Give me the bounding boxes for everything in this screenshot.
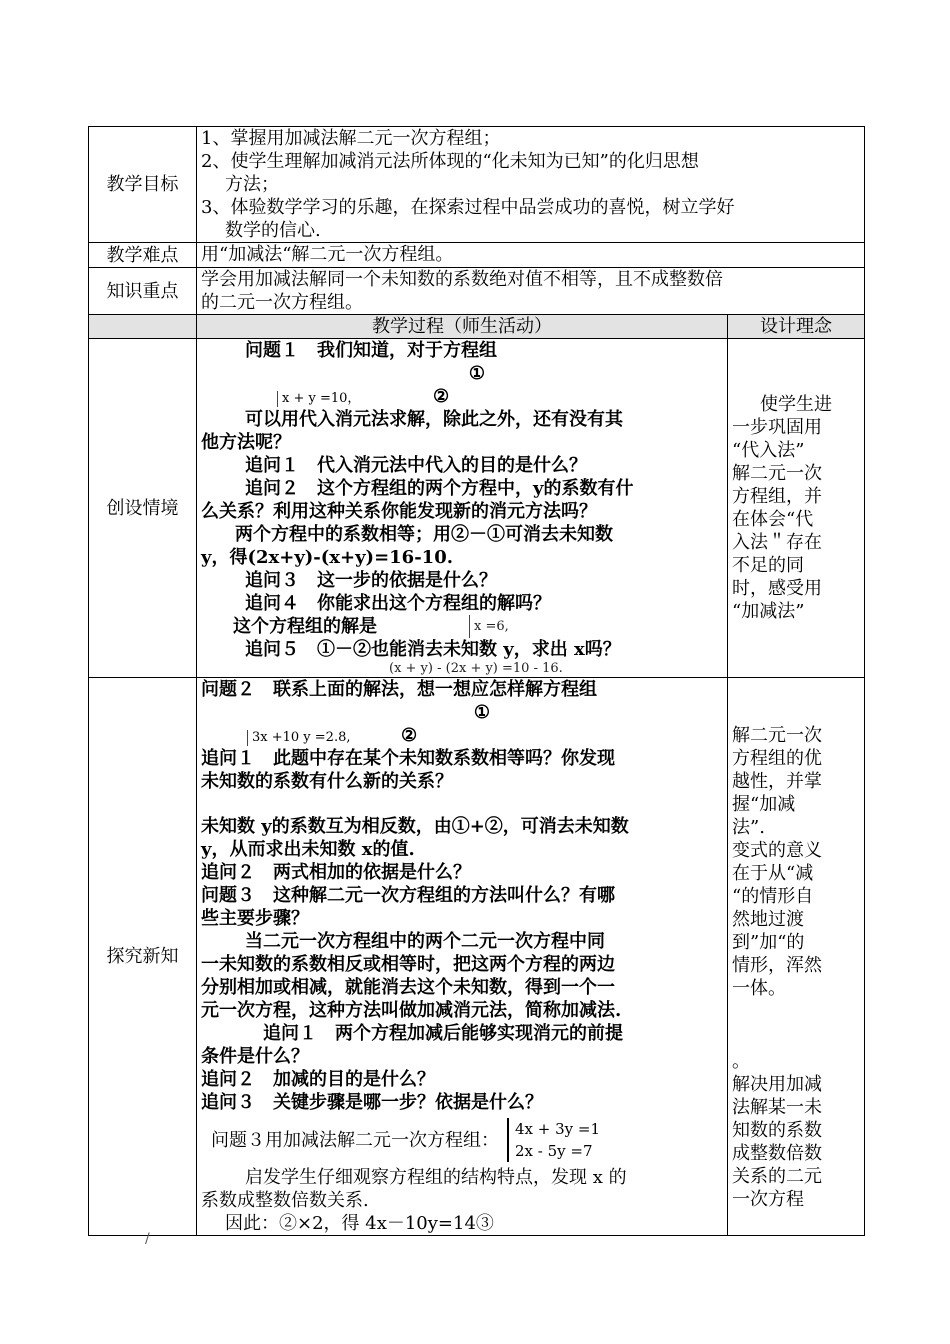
key-points-label: 知识重点 <box>89 268 197 315</box>
equation-system-2: 3x +10 y =2.8, <box>247 730 350 746</box>
explore-concept: 解二元一次 方程组的优 越性，并掌 握“加减 法”. 变式的意义 在于从“减 “的情形自 然地过渡 到”加“的 情形，浑然 一体。 。 解决用加减 法解某一未 知数的系数 成整数倍数 关系的二元 一次方程 <box>728 678 865 1236</box>
explore-content: 问题２ 联系上面的解法，想一想应怎样解方程组 ① 3x +10 y =2.8, ② 追问１ 此题中存在某个未知数系数相等吗？你发现 未知数的系数有什么新的关系？ 未知数 y的系数互为相反数，由①+②，可消去未知数 y，从而求出未知数 x的值. 追问２ 两式相加的依据是什么？ 问题３ 这种解二元一次方程组的方法叫什么？有哪 些主要步骤？ 当二元一次方程组中的两个二元一次方程中同 一未知数的系数相反或相等时，把这两个方程的两边 分别相加或相减，就能消去这个未知数，得到一个一 元一次方程，这种方法叫做加减消元法，简称加减法. 追问１ 两个方程加减后能够实现消元的前提 条件是什么？ 追问２ 加减的目的是什么？ 追问３ 关键步骤是哪一步？依据是什么？ 问题３用加减法解二元一次方程组： 4x + 3y =1 2x - 5y =7 启发学生仔细观察方程组的结构特点，发现 x 的 系数成整数倍数关系. 因此：②×2，得 4x－10y=14③ <box>197 678 728 1236</box>
footer-mark: / <box>145 1231 150 1247</box>
scenario-label: 创设情境 <box>89 339 197 678</box>
goal-item: 1、掌握用加减法解二元一次方程组； <box>201 128 501 149</box>
header-concept: 设计理念 <box>728 315 865 339</box>
subtraction-equation: (x + y) - (2x + y) =10 - 16. <box>389 661 563 676</box>
row-key-points <box>89 268 865 315</box>
equation-system-1: x + y =10， <box>277 391 360 407</box>
solution-equation: x =6, <box>469 615 509 638</box>
goals-content <box>197 127 865 243</box>
equation-system-3: 4x + 3y =1 2x - 5y =7 <box>507 1118 600 1162</box>
scenario-content: 问题１ 我们知道，对于方程组 ① x + y =10， ② 可以用代入消元法求解，除此之外，还有没有其 他方法呢？ 追问１ 代入消元法中代入的目的是什么？ 追问２ 这个方程组的两个方程中，y的系数有什 么关系？利用这种关系你能发现新的消元方法吗？ 两个方程中的系数相等；用②－①可消去未知数 y，得(2x+y)-(x+y)=16-10. 追问３ 这一步的依据是什么？ 追问４ 你能求出这个方程组的解吗？ 这个方程组的解是 x =6, 追问５ ①－②也能消去未知数 y，求出 x吗？ (x + y) - (2x + y) =10 - 16. <box>197 339 728 678</box>
row-difficulty <box>89 243 865 268</box>
lesson-plan-table <box>88 126 865 1236</box>
row-header <box>89 315 865 339</box>
row-goals <box>89 127 865 243</box>
row-scenario <box>89 339 865 678</box>
key-points-content: 学会用加减法解同一个未知数的系数绝对值不相等，且不成整数倍 的二元一次方程组。 <box>197 268 865 315</box>
goal-item: 数学的信心. <box>225 220 321 241</box>
header-blank <box>89 315 197 339</box>
goal-item: 方法； <box>225 174 279 195</box>
goals-label: 教学目标 <box>89 127 197 243</box>
goal-item: 3、体验数学学习的乐趣，在探索过程中品尝成功的喜悦，树立学好 <box>201 197 735 218</box>
row-explore <box>89 678 865 1236</box>
scenario-concept: 使学生进 一步巩固用 “代入法” 解二元一次 方程组，并 在体会“代 入法＂存在 不足的同 时，感受用 “加减法” <box>728 339 865 678</box>
explore-label: 探究新知 <box>89 678 197 1236</box>
difficulty-label: 教学难点 <box>89 243 197 268</box>
difficulty-content: 用“加减法“解二元一次方程组。 <box>197 243 865 268</box>
goal-item: 2、使学生理解加减消元法所体现的“化未知为已知”的化归思想 <box>201 151 699 172</box>
header-process: 教学过程（师生活动） <box>197 315 728 339</box>
